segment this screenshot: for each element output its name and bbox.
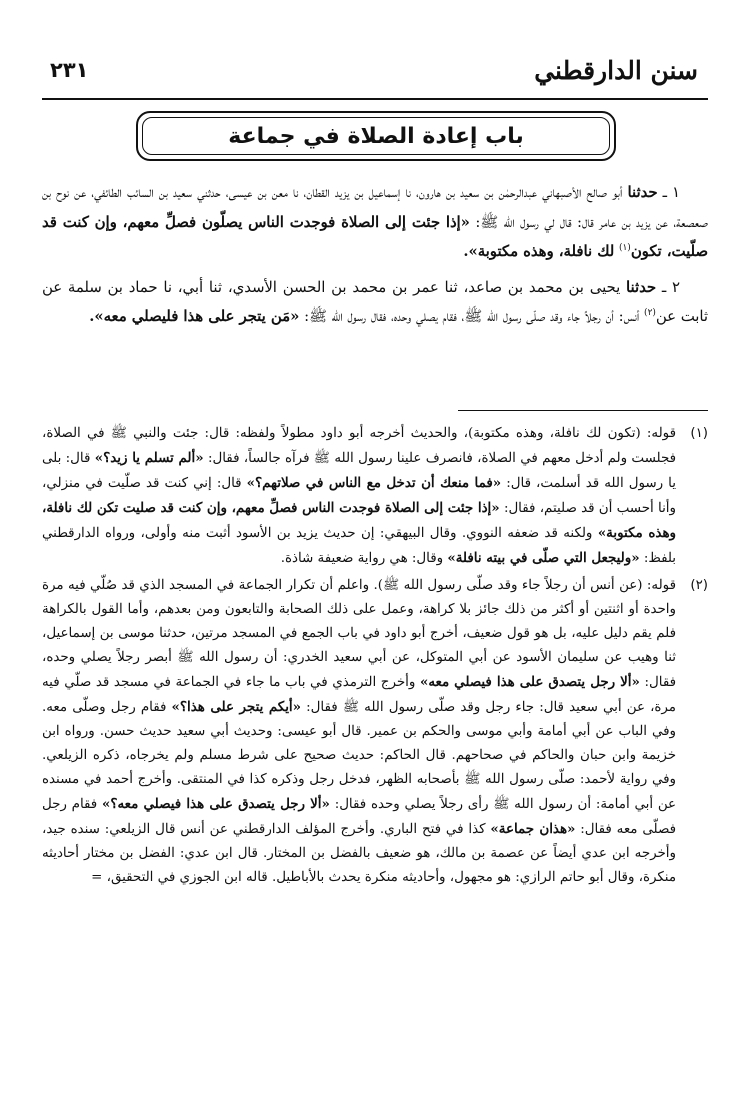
hadith-2-lead: حدثنا (626, 278, 657, 296)
footnote-1-part: قال: إني كنت قد صلّيت في منزلي، وأنا أحسب أن قد صليتم، فقال: (42, 476, 676, 516)
hadith-2-chain: يحيى بن محمد بن صاعد، ثنا عمر بن محمد بن الحسن الأسدي، ثنا أبي، نا حماد بن سلمة عن ثابت عن (42, 278, 708, 325)
footnote-2-quote: «أيكم يتجر على هذا؟» (171, 699, 302, 715)
footnote-2 (42, 574, 708, 890)
footnote-2-part: فقام رجل وصلّى معه. وفي الباب عن أبي أمامة وأبي موسى والحكم بن عمير. قال أبو عيسى: وحديث أبي سعيد حديث حسن. ورواه ابن خزيمة وابن حبان والحاكم في صحاحهم. قال الحاكم: حديث صحيح على شرط مسلم ولم يخرجاه، ذكره الزيلعي. وفي رواية لأحمد: صلّى رسول الله ﷺ بأصحابه الظهر، فدخل رجل وذكره كذا في المنتقى. وأخرج أحمد في مسنده عن أبي أمامة: أن رسول الله ﷺ رأى رجلاً يصلي وحده فقال: (42, 700, 677, 812)
footnote-1-text (42, 422, 676, 571)
footnote-1-quote: «ألم تسلم يا زيد؟» (94, 450, 204, 466)
hadith-2-matn: «مَن يتجر على هذا فليصلي معه». (89, 308, 300, 325)
footnote-1-part: ولكنه قد ضعفه النووي. وقال البيهقي: إن حديث يزيد بن الأسود أثبت منه وأولى، ورواه الدارقطني بلفظ: (42, 526, 676, 566)
hadith-1-lead: حدثنا (627, 184, 658, 201)
chapter-title: باب إعادة الصلاة في جماعة (228, 123, 524, 149)
header-rule (42, 98, 708, 100)
hadith-2 (42, 273, 708, 332)
chapter-title-inner-frame (142, 117, 610, 155)
footnote-1-number: (١) (690, 426, 708, 441)
running-header-title: سنن الدارقطني (534, 56, 698, 85)
hadith-1-chain: أبو صالح الأصبهاني عبدالرحمٰن بن سعيد بن هارون، نا إسماعيل بن يزيد القطان، نا معن بن عيسى، حدثني سعيد بن السائب الطائفي، عن نوح بن صعصعة، عن يزيد بن عامر قال: قال لي رسول الله ﷺ: (42, 184, 708, 231)
hadith-1-matn-a: «إذا جئت إلى الصلاة فوجدت الناس يصلّون فصلِّ معهم، وإن كنت قد صلّيت، تكون (42, 213, 708, 260)
footnote-2-quote: «هذان جماعة» (490, 821, 576, 837)
hadith-1-number: ١ ـ (662, 184, 680, 201)
footnote-2-part: فقام رجل فصلّى معه فقال: (42, 797, 676, 837)
footnote-2-quote: «ألا رجل يتصدق على هذا فيصلي معه» (419, 674, 640, 690)
footnote-1-quote: «فما منعك أن تدخل مع الناس في صلاتهم؟» (246, 475, 502, 491)
main-text (42, 178, 708, 332)
chapter-title-frame (136, 111, 616, 161)
footnote-separator (458, 410, 708, 411)
footnote-2-part: كذا في فتح الباري. وأخرج المؤلف الدارقطني عن أنس قال الزيلعي: سنده جيد، وأخرجه ابن عدي أيضاً عن عصمة بن مالك، هو ضعيف بالفضل بن المختار. قال ابن عدي: الفضل بن مختار أحاديثه منكرة، وقال أبو حاتم الرازي: هو مجهول، وأحاديثه منكرة يحدث بالأباطيل. قاله ابن الجوزي في التحقيق، = (42, 822, 676, 885)
footnote-1-part: وقال: هي رواية ضعيفة شاذة. (280, 551, 444, 566)
footnote-2-quote: «ألا رجل يتصدق على هذا فيصلي معه؟» (102, 796, 330, 812)
footnote-2-text (42, 574, 676, 890)
hadith-1 (42, 178, 708, 267)
footnotes (42, 422, 708, 890)
page-number: ٢٣١ (50, 58, 89, 82)
hadith-1-matn-b: لك نافلة، وهذه مكتوبة». (463, 243, 615, 260)
footnote-2-number: (٢) (690, 578, 708, 593)
hadith-2-number: ٢ ـ (661, 278, 680, 296)
footnote-1-ref[interactable]: (١) (618, 243, 631, 254)
footnote-1-part: قوله: (تكون لك نافلة، وهذه مكتوبة)، والحديث أخرجه أبو داود مطولاً ولفظه: قال: جئت والنبي ﷺ في الصلاة، فجلست ولم أدخل معهم في الصلاة، فانصرف علينا رسول الله ﷺ فرآه جالساً، فقال: (42, 426, 676, 466)
footnote-1-part: قال: بلى يا رسول الله قد أسلمت، قال: (42, 451, 676, 491)
footnote-2-part: قوله: (عن أنس أن رجلاً جاء وقد صلّى رسول الله ﷺ). واعلم أن تكرار الجماعة في المسجد الذي قد صُلّي فيه مرة واحدة أو اثنتين أو أكثر من ذلك جائز بلا كراهة، وعمل على ذلك الصحابة والتابعون ومن بعدهم، وأما القول بالكراهة فلم يقم دليل عليه، بل هو قول ضعيف، أخرج أبو داود في باب الجمع في المسجد مرتين، حدثنا موسى بن إسماعيل، ثنا وهيب عن سليمان الأسود عن أبي المتوكل، عن أبي سعيد الخدري: أن رسول الله ﷺ أبصر رجلاً يصلي وحده، فقال: (42, 578, 676, 690)
footnote-1 (42, 422, 708, 571)
footnote-2-ref[interactable]: (٢) (644, 308, 656, 319)
footnote-1-quote: «إذا جئت إلى الصلاة فوجدت الناس فصلِّ معهم، وإن كنت قد صليت تكن لك نافلة، وهذه مكتوبة» (42, 500, 676, 541)
footnote-1-quote: «وليجعل التي صلّى في بيته نافلة» (447, 550, 640, 566)
hadith-2-narration: أنس: أن رجلاً جاء وقد صلّى رسول الله ﷺ، فقام يصلي وحده، فقال رسول الله ﷺ: (304, 308, 640, 325)
footnote-2-part: وأخرج الترمذي في باب ما جاء في الجماعة في مسجد قد صلّي فيه مرة، عن أبي سعيد قال: جاء رجل وقد صلّى رسول الله ﷺ فقال: (42, 675, 676, 715)
